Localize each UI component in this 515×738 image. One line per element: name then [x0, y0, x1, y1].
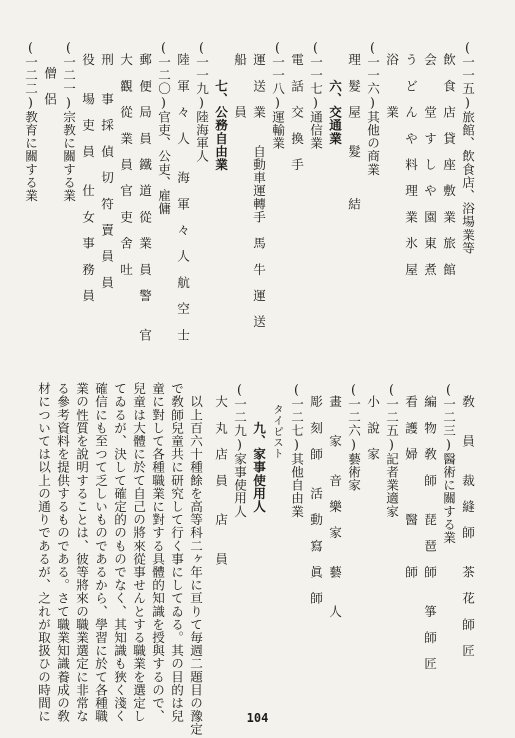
paragraph-line: 童に對して各種職業に對する具體的知識を授與するので、: [150, 382, 165, 723]
section-heading: 九、家事使用人: [251, 382, 266, 513]
section-heading: 六、交通業: [327, 40, 342, 145]
occupation-line: 大 觀 從 業 員 官 吏 舍 吐: [118, 40, 133, 329]
occupation-line: 大 丸 店 員 店 員: [213, 382, 228, 566]
occupation-line: 会 堂 す し や 園 東 煮: [422, 40, 437, 276]
occupation-line: 刑 事 採 偵 切 符 賣 員 員: [99, 40, 114, 289]
category-heading: (一二九)家事使用人: [232, 382, 247, 518]
paragraph-line: 確信にも至つて乏しいものであるから、學習に於て各種職: [93, 382, 108, 723]
occupation-line: 看 護 婦 醫 師: [403, 382, 418, 579]
category-heading: (一二六)藝術家: [346, 382, 361, 492]
category-heading: (一二五)記者業適家: [384, 382, 399, 518]
occupation-line: 彫 刻 師 活 動 寫 眞 師: [308, 382, 323, 605]
occupation-line: 編 物 敎 師 琵 琶 師 箏 師 匠: [422, 382, 437, 671]
occupation-line: 運 送 業 自動車運轉手 馬 牛 運 送: [251, 40, 266, 329]
paragraph-line: 以上百六十種餘を高等科二ヶ年に亘りて毎週二題目の豫定: [188, 382, 203, 736]
page-number: 104: [246, 711, 269, 725]
category-heading: (一二二)教育に關する業: [23, 40, 38, 202]
paragraph-line: で敎師兒童共に研究して行く事にしてゐる。其の目的は兒: [169, 382, 184, 723]
paragraph-line: てゐるが、決して確定的のものでなく、其知識も狹く淺く: [112, 382, 127, 723]
paragraph-line: 材については以上の通りであるが、之れが取扱ひの時間に: [36, 382, 51, 723]
occupation-line: 畫 家 音 樂 家 藝 人: [327, 382, 342, 618]
category-heading: (一一七)通信業: [308, 40, 323, 150]
paragraph-line: る參考資料を提供するものである。さて職業知識養成の敎: [55, 382, 70, 723]
occupation-line: 僧 侶: [42, 40, 57, 106]
category-heading: (一二三)醫術に關する業: [441, 382, 456, 544]
occupation-list-top: [21, 40, 477, 370]
category-heading: (一一六)其他の商業: [365, 40, 380, 176]
category-heading: (一二一)宗教に關する業: [61, 40, 76, 202]
category-heading: (一一五)旅館、飲食店、浴場業等: [460, 40, 475, 255]
category-heading: (一二七)其他自由業: [289, 382, 304, 518]
occupation-line: 船 員: [232, 40, 247, 119]
occupation-line: う ど ん や 料 理 業 氷 屋: [403, 40, 418, 276]
category-heading: (一一八)運輸業: [270, 40, 285, 150]
category-heading: (一二〇)官吏、公吏、雇傭: [156, 40, 171, 216]
category-heading: (一一九)陸海軍人: [194, 40, 209, 163]
occupation-line: 郵 便 局 員 鐵 道 從 業 員 警 官: [137, 40, 152, 342]
paragraph-line: 業の性質を說明することは、彼等將來の職業選定に非常な: [74, 382, 89, 723]
occupation-line: 陸 軍 々 人 海 軍 々 人 航 空 士: [175, 40, 190, 342]
occupation-line: タイピスト: [272, 382, 284, 459]
occupation-line: 小 說 家: [365, 382, 380, 461]
occupation-line: 敎 員 裁 縫 師 茶 花 師 匠: [460, 382, 475, 658]
occupation-line: 飲 食 店 貸 座 敷 業 旅 館: [441, 40, 456, 276]
paragraph-line: 兒童は大體に於て自己の將來從事せんとする職業を選定し: [131, 382, 146, 723]
section-heading: 七、公務自由業: [213, 40, 228, 171]
occupation-line: 役 場 吏 員 仕 女 事 務 員: [80, 40, 95, 302]
occupation-line: 理 髮 屋 髮 結: [346, 40, 361, 211]
occupation-line: 電 話 交 換 手: [289, 40, 304, 171]
occupation-line: 浴 業: [384, 40, 399, 119]
